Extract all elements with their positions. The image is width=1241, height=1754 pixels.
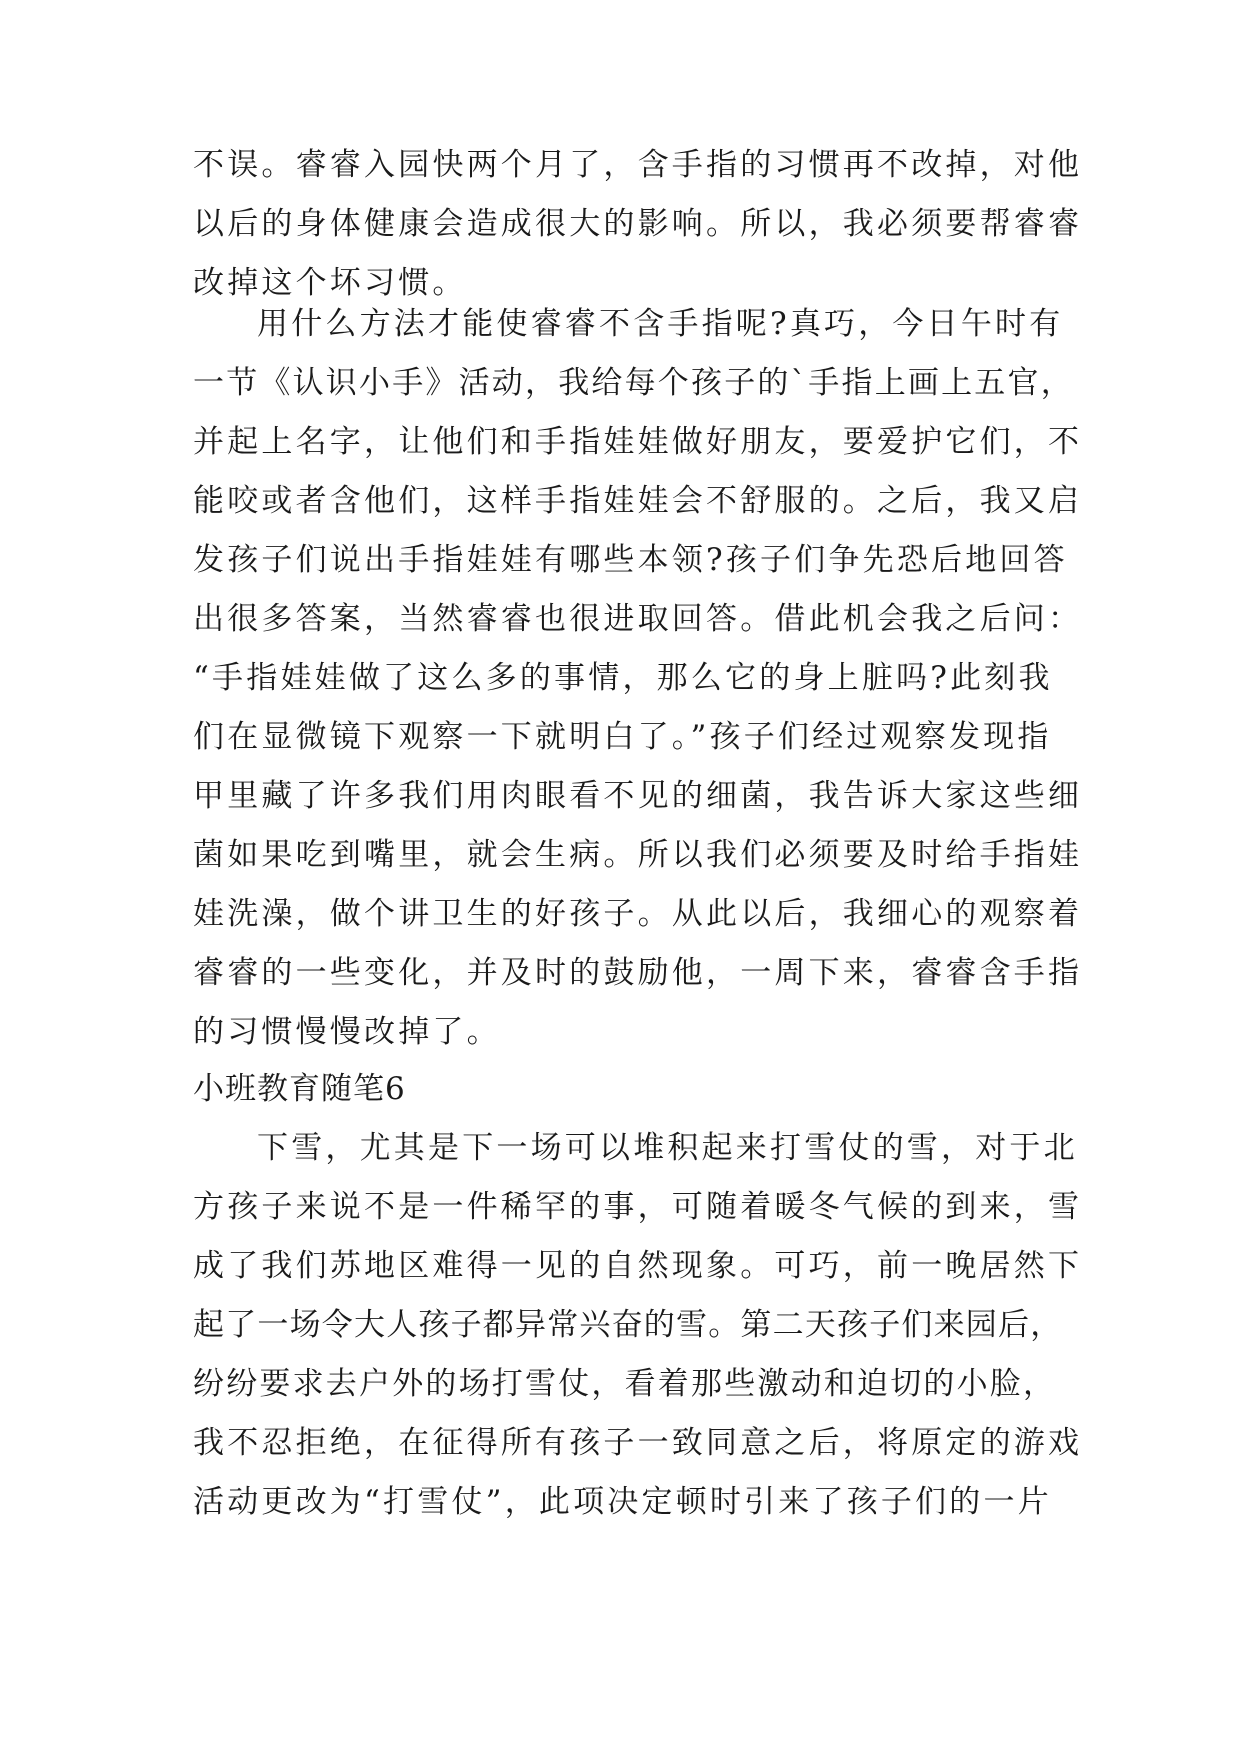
text-line: 睿睿的一些变化，并及时的鼓励他，一周下来，睿睿含手指: [193, 955, 1083, 991]
paragraph-3: [193, 1119, 1083, 1532]
text-line: 能咬或者含他们，这样手指娃娃会不舒服的。之后，我又启: [193, 483, 1083, 519]
text-line: 娃洗澡，做个讲卫生的好孩子。从此以后，我细心的观察着: [193, 896, 1083, 932]
text-line: 发孩子们说出手指娃娃有哪些本领?孩子们争先恐后地回答: [193, 542, 1068, 578]
text-line: 一节《认识小手》活动，我给每个孩子的`手指上画上五官，: [193, 365, 1074, 401]
text-line: 并起上名字，让他们和手指娃娃做好朋友，要爱护它们，不: [193, 424, 1083, 460]
section-heading: 小班教育随笔6: [193, 1071, 406, 1107]
section-heading-block: [193, 1060, 1055, 1119]
text-line: 改掉这个坏习惯。: [193, 265, 467, 301]
text-line: 起了一场令大人孩子都异常兴奋的雪。第二天孩子们来园后，: [193, 1307, 1063, 1343]
text-line: 菌如果吃到嘴里，就会生病。所以我们必须要及时给手指娃: [193, 837, 1083, 873]
text-line: 我不忍拒绝，在征得所有孩子一致同意之后，将原定的游戏: [193, 1425, 1083, 1461]
text-line: 用什么方法才能使睿睿不含手指呢?真巧，今日午时有: [257, 306, 1064, 342]
paragraph-2: [193, 295, 1083, 1062]
text-line: 成了我们苏地区难得一见的自然现象。可巧，前一晚居然下: [193, 1248, 1083, 1284]
paragraph-1: [193, 136, 1083, 313]
text-line: 的习惯慢慢改掉了。: [193, 1014, 501, 1050]
text-line: 以后的身体健康会造成很大的影响。所以，我必须要帮睿睿: [193, 206, 1083, 242]
text-line: 下雪，尤其是下一场可以堆积起来打雪仗的雪，对于北: [257, 1130, 1078, 1166]
text-line: 纷纷要求去户外的场打雪仗，看着那些激动和迫切的小脸，: [193, 1366, 1057, 1402]
text-line: 方孩子来说不是一件稀罕的事，可随着暖冬气候的到来，雪: [193, 1189, 1083, 1225]
text-line: 甲里藏了许多我们用肉眼看不见的细菌，我告诉大家这些细: [193, 778, 1083, 814]
text-line: 们在显微镜下观察一下就明白了。”孩子们经过观察发现指: [193, 719, 1052, 755]
text-line: 活动更改为“打雪仗”，此项决定顿时引来了孩子们的一片: [193, 1484, 1052, 1520]
text-line: 出很多答案，当然睿睿也很进取回答。借此机会我之后问：: [193, 601, 1083, 637]
text-line: 不误。睿睿入园快两个月了，含手指的习惯再不改掉，对他: [193, 147, 1083, 183]
text-line: “手指娃娃做了这么多的事情，那么它的身上脏吗?此刻我: [193, 660, 1053, 696]
